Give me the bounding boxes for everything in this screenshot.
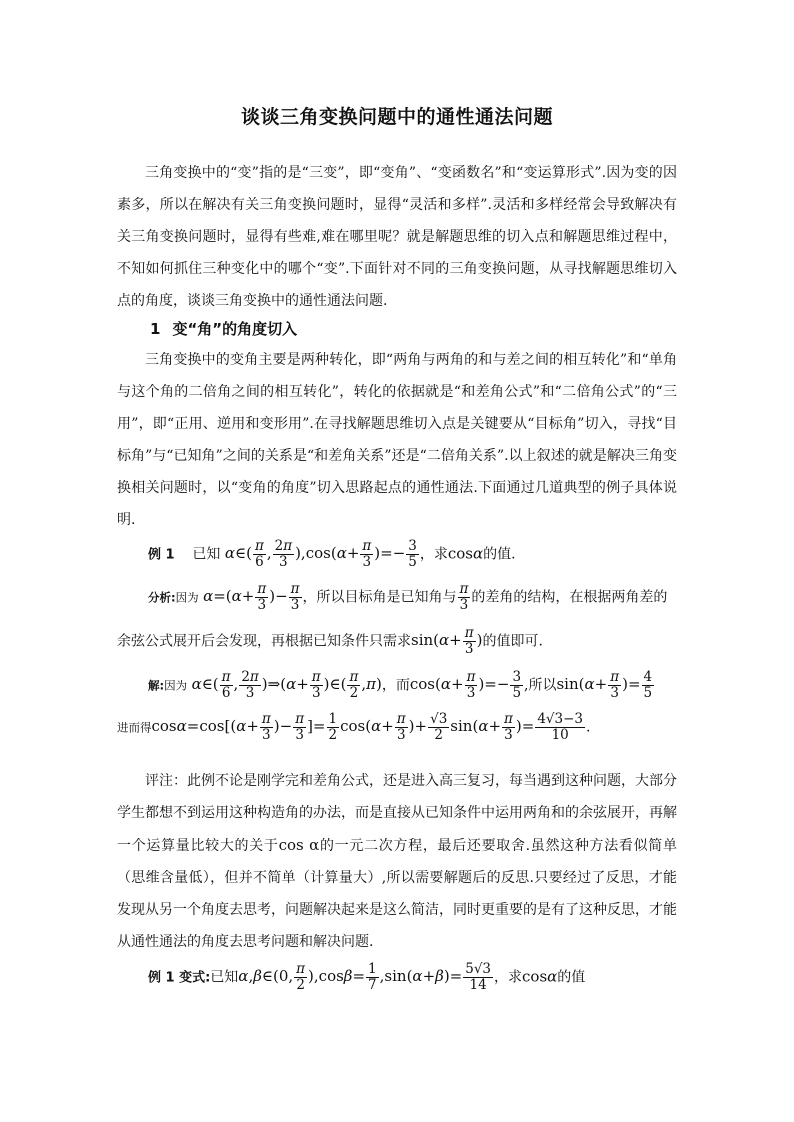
example-label: 例 1 [148,547,175,563]
variant-label: 例 1 变式: [148,970,211,986]
comment-text-2: 的一元二次方程，最后还要取舍.虽然这种方法看似简单（思维含量低），但并不简单（计算量大）,所以需要解题后的反思.只要经过了反思，才能发现从另一个角度去思考，问题解决起来是这么简洁，同时更重要的是有了这种反思，才能从通性通法的角度去思考问题和解决问题. [117,838,678,950]
solution-text-4: 进而得 [117,720,152,735]
page-title: 谈谈三角变换问题中的通性通法问题 [240,106,553,128]
solution-formula-1: α∈( $\frac{\pi}{6}$ , $\frac{2\pi}{3}$ )⇒(α+ $\frac{\pi}{3}$ )∈( $\frac{\pi}{2}$ ,π) [191,669,382,701]
solution-formula-3: sin(α+ $\frac{\pi}{3}$ )= $\frac{4}{5}$ [556,669,653,701]
analysis-text-2: ，所以目标角是已知角与 [302,589,457,606]
analysis-text-5: 的值即可. [482,633,543,650]
example-target: cosα [447,544,484,563]
analysis-formula-2: $\frac{\pi}{3}$ [459,581,469,613]
solution-line-1 [148,670,655,701]
intro-paragraph: 三角变换中的“变”指的是“三变”，即“变角”、“变函数名”和“变运算形式”.因为变的因素多，所以在解决有关三角变换问题时，显得“灵活和多样”.灵活和多样经常会导致解决有关三角变换问题时，显得有些难,难在哪里呢？就是解题思维的切入点和解题思维过程中，不知如何抓住三种变化中的哪个“变”.下面针对不同的三角变换问题，从寻找解题思维切入点的角度，谈谈三角变换中的通性通法问题. [117,165,677,309]
solution-text-3: ,所以 [524,677,557,694]
variant-target: cosα [522,967,558,986]
example-given: 已知 [192,546,221,563]
comment-paragraph [117,765,677,958]
analysis-formula-3: sin(α+ $\frac{\pi}{3}$ ) [411,625,483,657]
section-heading [150,318,297,339]
example-1-line [148,539,516,570]
analysis-line-2 [117,626,543,657]
analysis-text-1: 因为 [175,590,199,605]
analysis-text-3: 的差角的结构，在根据两角差的 [471,589,668,606]
section-title: 变“角”的角度切入 [172,320,298,338]
comment-cos-alpha: cos α [278,836,320,854]
variant-ask-end: 的值 [557,969,586,986]
example-ask: ，求 [419,546,448,563]
analysis-text-4: 余弦公式展开后会发现，再根据已知条件只需求 [117,633,411,650]
solution-formula-4: cosα=cos[(α+ $\frac{\pi}{3}$ )− $\frac{\pi}{3}$ ]= $\frac{1}{2}$ cos(α+ $\frac{\pi}{3}$ )+ $\frac{√3}{2}$ sin(α+ $\frac{\pi}{3}$ )= $\frac{4√3-3}{10}$ [151,711,584,743]
example-ask-end: 的值. [483,546,516,563]
solution-text-2: ，而 [381,677,410,694]
solution-end: . [586,719,591,736]
analysis-formula-1: α=(α+ $\frac{\pi}{3}$ )− $\frac{\pi}{3}$ [203,581,300,613]
solution-line-2 [117,712,590,743]
comment-text-1: 评注：此例不论是刚学完和差角公式，还是进入高三复习，每当遇到这种问题，大部分学生都想不到运用这种构造角的办法，而是直接从已知条件中运用两角和的余弦展开，再解一个运算量比较大的关于 [117,773,677,854]
variant-formula: α,β∈(0, $\frac{\pi}{2}$ ),cosβ= $\frac{1}{7}$ ,sin(α+β)= $\frac{5√3}{14}$ [238,961,492,993]
analysis-label: 分析: [148,590,176,605]
solution-formula-2: cos(α+ $\frac{\pi}{3}$ )=− $\frac{3}{5}$ [409,669,522,701]
section-number: 1 [150,320,161,338]
analysis-line-1 [148,582,667,613]
solution-text-1: 因为 [164,678,188,693]
solution-label: 解: [148,678,165,693]
section-paragraph: 三角变换中的变角主要是两种转化，即“两角与两角的和与差之间的相互转化”和“单角与这个角的二倍角之间的相互转化”，转化的依据就是“和差角公式”和“二倍角公式”的“三用”，即“正用、逆用和变形用”.在寻找解题思维切入点是关键要从“目标角”切入，寻找“目标角”与“已知角”之间的关系是“和差角关系”还是“二倍角关系”.以上叙述的就是解决三角变换相关问题时，以“变角的角度”切入思路起点的通性通法.下面通过几道典型的例子具体说明. [117,352,677,528]
variant-ask: ，求 [494,969,523,986]
variant-given: 已知 [210,969,239,986]
variant-line [148,962,585,993]
example-formula: α∈( $\frac{\pi}{6}$ , $\frac{2\pi}{3}$ ),cos(α+ $\frac{\pi}{3}$ )=− $\frac{3}{5}$ [224,538,417,570]
